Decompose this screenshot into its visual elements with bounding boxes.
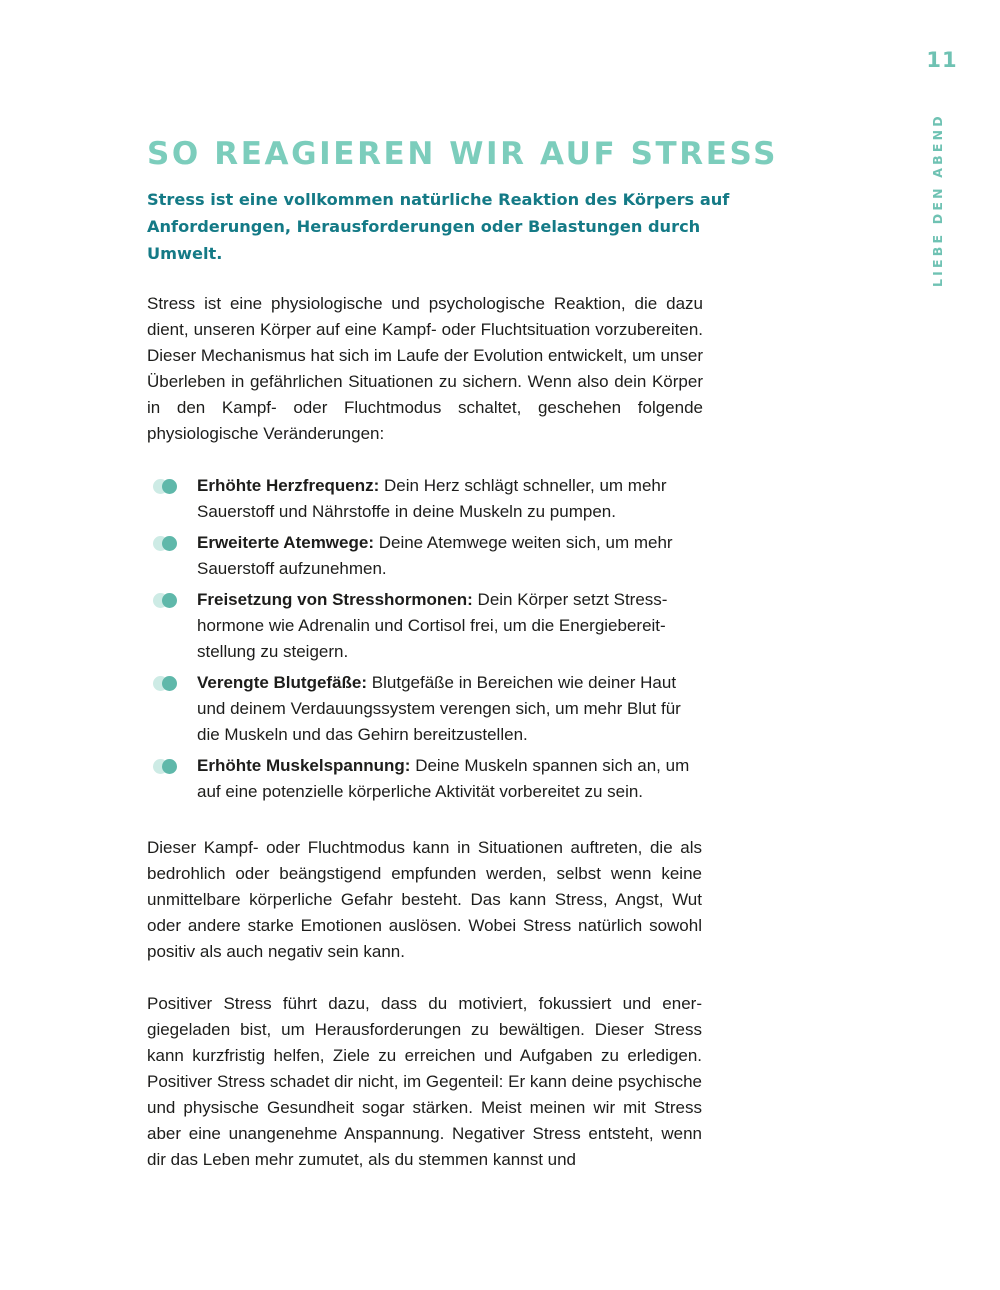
list-item-text: Deine Atemwege weiten sich, um mehr Sauerstoff aufzunehmen. — [197, 533, 673, 578]
list-item-term: Erweiterte Atemwege: — [197, 533, 374, 552]
list-item-term: Verengte Blutgefäße: — [197, 673, 368, 692]
double-dot-bullet-icon — [153, 676, 179, 691]
list-item — [147, 473, 702, 525]
list-item — [147, 587, 702, 665]
list-item — [147, 670, 702, 748]
stress-response-list — [147, 473, 702, 805]
body-paragraph-1: Stress ist eine physiologische und psychologische Reaktion, die dazu dient, unseren Körper auf eine Kampf- oder Fluchtsituation vorzubereiten. Dieser Mechanismus hat sich im Laufe der Evolution entwickelt, um unser Überleben in gefährlichen Situationen zu sichern. Wenn also dein Körper in den Kampf- oder Fluchtmodus schaltet, geschehen folgende physiologische Veränderungen: — [147, 294, 703, 443]
page-number: 11 — [926, 48, 958, 72]
double-dot-bullet-icon — [153, 759, 179, 774]
list-item — [147, 753, 702, 805]
article-lead: Stress ist eine vollkommen natürliche Reaktion des Körpers auf Anforderungen, Herausforderungen oder Belastungen durch Umwelt. — [147, 190, 730, 263]
list-item-term: Erhöhte Herzfrequenz: — [197, 476, 380, 495]
double-dot-bullet-icon — [153, 536, 179, 551]
list-item-term: Erhöhte Muskelspannung: — [197, 756, 411, 775]
double-dot-bullet-icon — [153, 479, 179, 494]
list-item-text: Blutgefäße in Bereichen wie deiner Haut und deinem Verdauungssystem verengen sich, um mehr Blut für die Muskeln und das Gehirn bereitzustellen. — [197, 673, 681, 744]
list-item-text: Dein Herz schlägt schneller, um mehr Sauerstoff und Nährstoffe in deine Muskeln zu pumpen. — [197, 476, 667, 521]
list-item-term: Freisetzung von Stresshormonen: — [197, 590, 473, 609]
body-paragraph-2: Dieser Kampf- oder Fluchtmodus kann in Situationen auftreten, die als bedrohlich oder beängstigend empfunden werden, selbst wenn keine unmittelbare körperliche Gefahr besteht. Das kann Stress, Angst, Wut oder andere starke Emotionen auslösen. Wobei Stress natürlich sowohl positiv als auch negativ sein kann. — [147, 838, 702, 961]
list-item-text: Deine Muskeln spannen sich an, um auf eine potenzielle körperliche Aktivität vorbereitet zu sein. — [197, 756, 690, 801]
list-item-text: Dein Körper setzt Stresshormone wie Adrenalin und Cortisol frei, um die Energiebereitstellung zu steigern. — [197, 590, 668, 661]
body-paragraph-3: Positiver Stress führt dazu, dass du motiviert, fokussiert und energiegeladen bist, um Herausforderungen zu bewältigen. Dieser Stress kann kurzfristig helfen, Ziele zu erreichen und Aufgaben zu erledigen. Positiver Stress schadet dir nicht, im Gegenteil: Er kann deine psychische und physische Gesundheit sogar stärken. Meist meinen wir mit Stress aber eine unangenehme Anspannung. Negativer Stress entsteht, wenn dir das Leben mehr zumutet, als du stemmen kannst und — [147, 994, 702, 1169]
article — [147, 130, 779, 1173]
article-title: SO REAGIEREN WIR AUF STRESS — [147, 136, 779, 172]
double-dot-bullet-icon — [153, 593, 179, 608]
running-section-label: LIEBE DEN ABEND — [930, 113, 945, 287]
list-item — [147, 530, 702, 582]
